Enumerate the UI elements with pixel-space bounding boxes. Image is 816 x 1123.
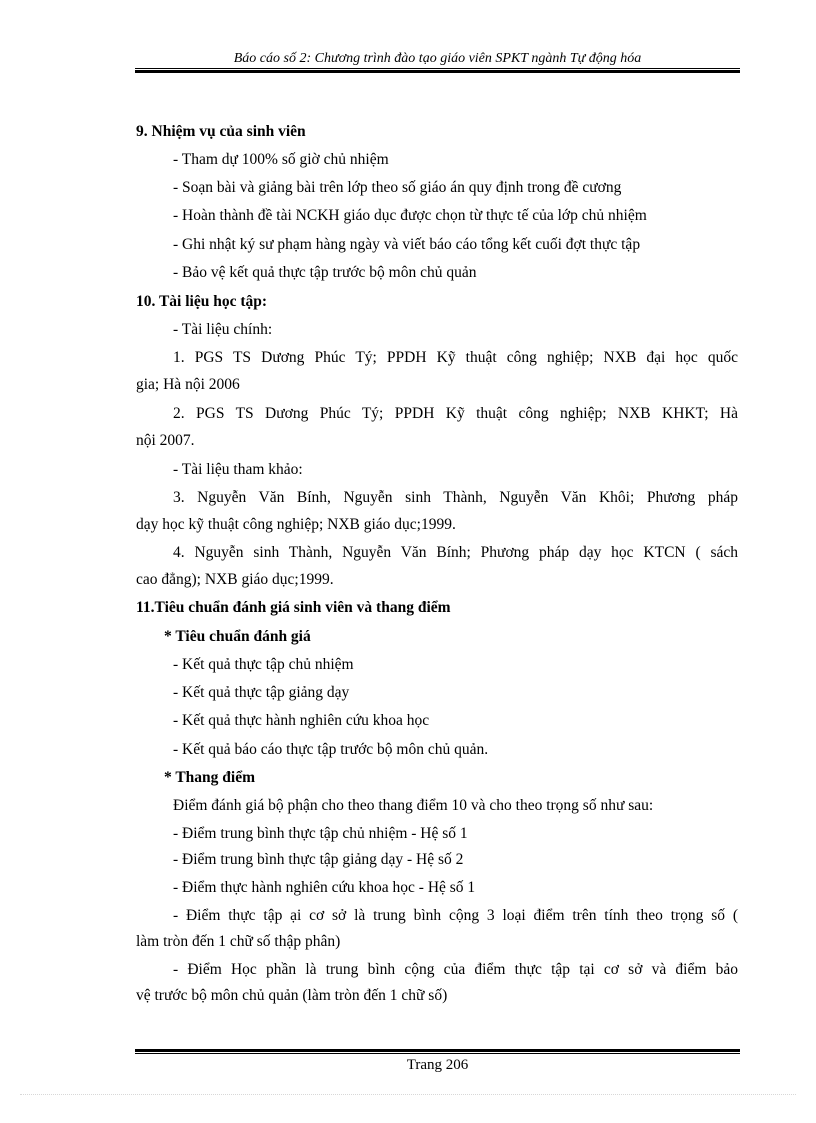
reference-1-line-1: 1. PGS TS Dương Phúc Tý; PPDH Kỹ thuật công nghiệp; NXB đại học quốc bbox=[173, 349, 738, 366]
section-10-heading: 10. Tài liệu học tập: bbox=[136, 293, 268, 310]
page-edge-divider bbox=[20, 1094, 796, 1095]
scale-intro: Điểm đánh giá bộ phận cho theo thang điểm 10 và cho theo trọng số như sau: bbox=[173, 797, 654, 814]
note-2-line-2: vệ trước bộ môn chủ quản (làm tròn đến 1 chữ số) bbox=[136, 987, 448, 1004]
reference-1-line-2: gia; Hà nội 2006 bbox=[136, 376, 240, 393]
duty-item: - Bảo vệ kết quả thực tập trước bộ môn chủ quản bbox=[173, 264, 477, 281]
extra-materials-label: - Tài liệu tham khảo: bbox=[173, 461, 303, 478]
section-9-heading: 9. Nhiệm vụ của sinh viên bbox=[136, 123, 306, 140]
criteria-heading: * Tiêu chuẩn đánh giá bbox=[164, 628, 311, 645]
reference-2-line-2: nội 2007. bbox=[136, 432, 195, 449]
section-11-heading: 11.Tiêu chuẩn đánh giá sinh viên và thang điểm bbox=[136, 599, 451, 616]
note-1-line-1: - Điểm thực tập ại cơ sở là trung bình cộng 3 loại điểm trên tính theo trọng số ( bbox=[173, 907, 738, 924]
criteria-item: - Kết quả thực tập chủ nhiệm bbox=[173, 656, 354, 673]
header-rule bbox=[135, 68, 740, 73]
main-materials-label: - Tài liệu chính: bbox=[173, 321, 273, 338]
page-number: Trang 206 bbox=[406, 1057, 469, 1073]
scale-item: - Điểm thực hành nghiên cứu khoa học - Hệ số 1 bbox=[173, 879, 476, 896]
reference-2-line-1: 2. PGS TS Dương Phúc Tý; PPDH Kỹ thuật công nghiệp; NXB KHKT; Hà bbox=[173, 405, 738, 422]
note-1-line-2: làm tròn đến 1 chữ số thập phân) bbox=[136, 933, 341, 950]
reference-4-line-1: 4. Nguyễn sinh Thành, Nguyễn Văn Bính; Phương pháp dạy học KTCN ( sách bbox=[173, 544, 738, 561]
duty-item: - Ghi nhật ký sư phạm hàng ngày và viết báo cáo tổng kết cuối đợt thực tập bbox=[173, 236, 641, 253]
reference-3-line-1: 3. Nguyễn Văn Bính, Nguyễn sinh Thành, Nguyễn Văn Khôi; Phương pháp bbox=[173, 489, 738, 506]
note-2-line-1: - Điểm Học phần là trung bình cộng của điểm thực tập tại cơ sở và điểm bảo bbox=[173, 961, 738, 978]
reference-4-line-2: cao đẳng); NXB giáo dục;1999. bbox=[136, 571, 334, 588]
duty-item: - Soạn bài và giảng bài trên lớp theo số giáo án quy định trong đề cương bbox=[173, 179, 622, 196]
scale-heading: * Thang điểm bbox=[164, 769, 256, 786]
criteria-item: - Kết quả báo cáo thực tập trước bộ môn chủ quản. bbox=[173, 741, 489, 758]
reference-3-line-2: dạy học kỹ thuật công nghiệp; NXB giáo dục;1999. bbox=[136, 516, 456, 533]
criteria-item: - Kết quả thực hành nghiên cứu khoa học bbox=[173, 712, 430, 729]
scale-item: - Điểm trung bình thực tập giảng dạy - Hệ số 2 bbox=[173, 851, 464, 868]
duty-item: - Hoàn thành đề tài NCKH giáo dục được chọn từ thực tế của lớp chủ nhiệm bbox=[173, 207, 647, 224]
footer-rule bbox=[135, 1049, 740, 1054]
scale-item: - Điểm trung bình thực tập chủ nhiệm - Hệ số 1 bbox=[173, 825, 468, 842]
running-header: Báo cáo số 2: Chương trình đào tạo giáo viên SPKT ngành Tự động hóa bbox=[233, 51, 642, 66]
criteria-item: - Kết quả thực tập giảng dạy bbox=[173, 684, 350, 701]
duty-item: - Tham dự 100% số giờ chủ nhiệm bbox=[173, 151, 389, 168]
